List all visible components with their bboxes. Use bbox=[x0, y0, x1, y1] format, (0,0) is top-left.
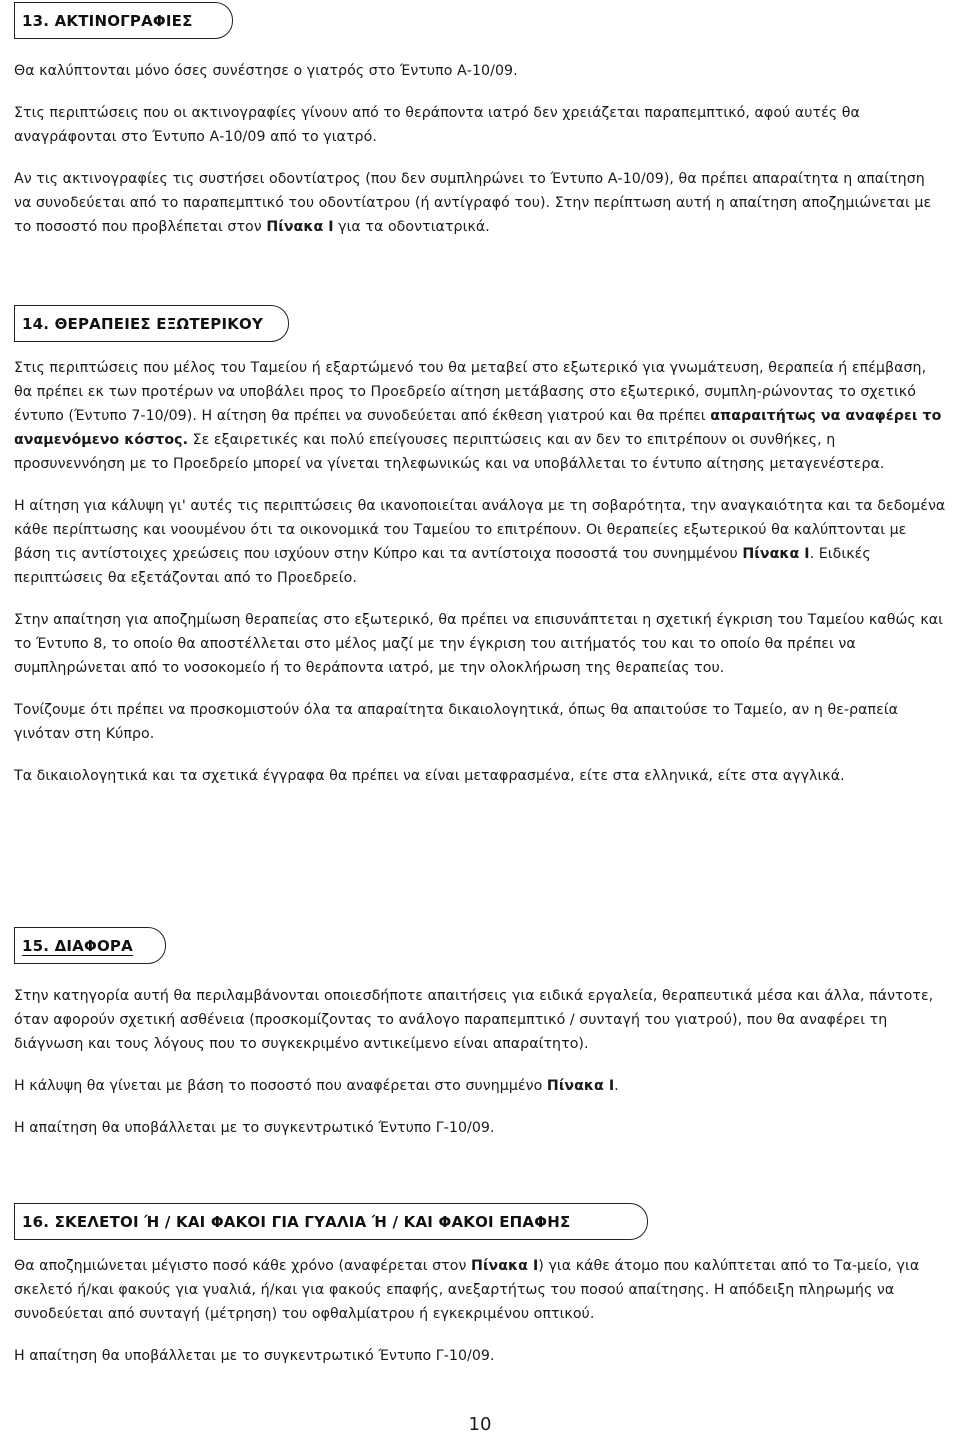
section-15-heading bbox=[14, 927, 166, 964]
section-14-paragraph-2 bbox=[14, 494, 946, 590]
section-15-title-text: 15. ΔΙΑΦΟΡΑ bbox=[22, 937, 133, 955]
section-14-paragraph-5: Τα δικαιολογητικά και τα σχετικά έγγραφα θα πρέπει να είναι μεταφρασμένα, είτε στα ελληνικά, είτε στα αγγλικά. bbox=[14, 768, 845, 784]
section-15-paragraph-2 bbox=[14, 1074, 946, 1098]
table-reference: Πίνακα Ι bbox=[266, 219, 334, 235]
section-16-paragraph-2: Η απαίτηση θα υποβάλλεται με το συγκεντρωτικό Έντυπο Γ-10/09. bbox=[14, 1348, 495, 1364]
section-16-paragraph-1 bbox=[14, 1254, 946, 1326]
section-13 bbox=[14, 2, 946, 239]
text-run: ) για κάθε άτομο που καλύπτεται από το Τα-μείο, για σκελετό ή/και φακούς για γυαλιά, ή/και για φακούς επαφής, ανεξαρτήτως του ποσού απαίτησης. Η απόδειξη πληρωμής να συνοδεύεται από συνταγή (μέτρηση) του οφθαλμίατρου ή εγκεκριμένου οπτικού. bbox=[14, 1258, 920, 1322]
text-run: Θα αποζημιώνεται μέγιστο ποσό κάθε χρόνο (αναφέρεται στον bbox=[14, 1258, 472, 1274]
section-13-paragraph-1: Θα καλύπτονται μόνο όσες συνέστησε ο γιατρός στο Έντυπο Α-10/09. bbox=[14, 63, 518, 79]
text-run: . Ειδικές περιπτώσεις θα εξετάζονται από το Προεδρείο. bbox=[14, 546, 871, 586]
text-run: Αν τις ακτινογραφίες τις συστήσει οδοντίατρος (που δεν συμπληρώνει το Έντυπο Α-10/09), θα πρέπει απαραίτητα η απαίτηση να συνοδεύεται από το παραπεμπτικό του οδοντίατρου (ή αντίγραφό του). Στην περίπτωση αυτή η απαίτηση αποζημιώνεται με το ποσοστό που προβλέπεται στον bbox=[14, 171, 932, 235]
section-13-heading: 13. ΑΚΤΙΝΟΓΡΑΦΙΕΣ bbox=[14, 2, 233, 39]
section-14-paragraph-3: Στην απαίτηση για αποζημίωση θεραπείας στο εξωτερικό, θα πρέπει να επισυνάπτεται η σχετική έγκριση του Ταμείου καθώς και το Έντυπο 8, το οποίο θα αποστέλλεται στο μέλος μαζί με την έγκριση του αιτήματός του και το οποίο θα πρέπει να συμπληρώνεται από το νοσοκομείο ή το θεράποντα ιατρό, με την ολοκλήρωση της θεραπείας του. bbox=[14, 612, 943, 676]
section-14-heading: 14. ΘΕΡΑΠΕΙΕΣ ΕΞΩΤΕΡΙΚΟΥ bbox=[14, 305, 289, 342]
section-14-paragraph-1 bbox=[14, 356, 946, 476]
document-page bbox=[14, 0, 946, 1440]
text-run: Στις περιπτώσεις που μέλος του Ταμείου ή εξαρτώμενό του θα μεταβεί στο εξωτερικό για γνωμάτευση, θεραπεία ή επέμβαση, θα πρέπει εκ των προτέρων να υποβάλει προς το Προεδρείο αίτηση μετάβασης στο εξωτερικό, συμπλη-ρώνοντας το σχετικό έντυπο (Έντυπο 7-10/09). Η αίτηση θα πρέπει να συνοδεύεται από έκθεση γιατρού και θα πρέπει bbox=[14, 360, 927, 424]
table-reference: Πίνακα Ι bbox=[546, 1078, 615, 1094]
page-number: 10 bbox=[468, 1414, 492, 1435]
section-14-paragraph-4: Τονίζουμε ότι πρέπει να προσκομιστούν όλα τα απαραίτητα δικαιολογητικά, όπως θα απαιτούσε το Ταμείο, αν η θε-ραπεία γινόταν στη Κύπρο. bbox=[14, 702, 899, 742]
section-13-paragraph-3 bbox=[14, 167, 946, 239]
table-reference: Πίνακα Ι bbox=[471, 1258, 539, 1274]
section-16 bbox=[14, 1203, 946, 1368]
section-13-paragraph-2: Στις περιπτώσεις που οι ακτινογραφίες γίνουν από το θεράποντα ιατρό δεν χρειάζεται παραπεμπτικό, αφού αυτές θα αναγράφονται στο Έντυπο Α-10/09 από το γιατρό. bbox=[14, 105, 860, 145]
section-15-paragraph-1: Στην κατηγορία αυτή θα περιλαμβάνονται οποιεσδήποτε απαιτήσεις για ειδικά εργαλεία, θεραπευτικά μέσα και άλλα, πάντοτε, όταν αφορούν σχετική ασθένεια (προσκομίζοντας το ανάλογο παραπεμπτικό / συνταγή του γιατρού), που θα αναφέρει τη διάγνωση και τους λόγους που το συγκεκριμένο αντικείμενο είναι απαραίτητο). bbox=[14, 988, 934, 1052]
text-run: . bbox=[614, 1078, 619, 1094]
text-run: Σε εξαιρετικές και πολύ επείγουσες περιπτώσεις και αν δεν το επιτρέπουν οι συνθήκες, η προσυνεννόηση με το Προεδρείο μπορεί να γίνεται τηλεφωνικώς και να υποβάλλεται το έντυπο αίτησης μεταγενέστερα. bbox=[14, 432, 885, 472]
section-15 bbox=[14, 927, 946, 1140]
text-run: Η κάλυψη θα γίνεται με βάση το ποσοστό που αναφέρεται στο συνημμένο bbox=[14, 1078, 547, 1094]
text-run: Η αίτηση για κάλυψη γι' αυτές τις περιπτώσεις θα ικανοποιείται ανάλογα με τη σοβαρότητα, την αναγκαιότητα και τα δεδομένα κάθε περίπτωσης και νοουμένου ότι τα οικονομικά του Ταμείου το επιτρέπουν. Οι θεραπείες εξωτερικού θα καλύπτονται με βάση τις αντίστοιχες χρεώσεις που ισχύουν στην Κύπρο και τα αντίστοιχα ποσοστά του συνημμένου bbox=[14, 498, 946, 562]
section-14 bbox=[14, 305, 946, 788]
text-run: για τα οδοντιατρικά. bbox=[333, 219, 490, 235]
section-16-heading: 16. ΣΚΕΛΕΤΟΙ Ή / ΚΑΙ ΦΑΚΟΙ ΓΙΑ ΓΥΑΛΙΑ Ή / ΚΑΙ ΦΑΚΟΙ ΕΠΑΦΗΣ bbox=[14, 1203, 648, 1240]
section-15-paragraph-3: Η απαίτηση θα υποβάλλεται με το συγκεντρωτικό Έντυπο Γ-10/09. bbox=[14, 1120, 495, 1136]
table-reference: Πίνακα Ι bbox=[742, 546, 810, 562]
emphasis-text: απαραιτήτως να αναφέρει το αναμενόμενο κόστος. bbox=[14, 408, 942, 448]
